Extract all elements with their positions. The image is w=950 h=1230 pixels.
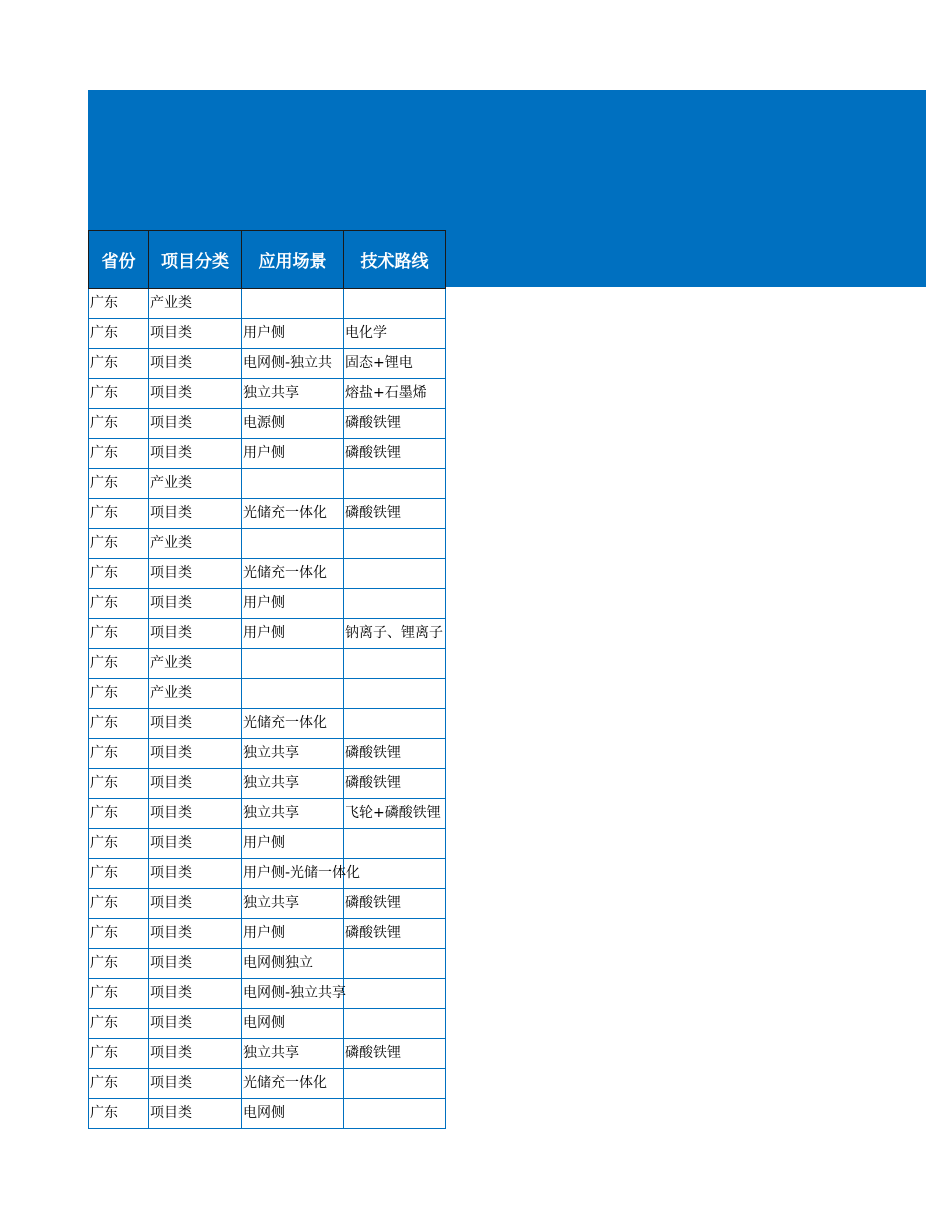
- cell-province-text: 广东: [90, 1045, 118, 1061]
- cell-tech-route[interactable]: [344, 469, 446, 499]
- cell-scenario-text: 用户侧: [243, 625, 285, 641]
- cell-scenario[interactable]: [242, 529, 344, 559]
- cell-province[interactable]: [89, 619, 149, 649]
- cell-province[interactable]: [89, 919, 149, 949]
- cell-category[interactable]: [149, 949, 242, 979]
- cell-scenario-text: 光储充一体化: [243, 715, 327, 731]
- cell-scenario[interactable]: [242, 349, 344, 379]
- cell-tech-route[interactable]: [344, 349, 446, 379]
- table-row: [89, 529, 446, 559]
- cell-tech-route[interactable]: [344, 739, 446, 769]
- cell-tech-route[interactable]: [344, 499, 446, 529]
- cell-category-text: 项目类: [150, 1105, 192, 1121]
- cell-category[interactable]: [149, 349, 242, 379]
- cell-category[interactable]: [149, 889, 242, 919]
- cell-scenario-text: 用户侧: [243, 325, 285, 341]
- cell-scenario-text: 电源侧: [243, 415, 285, 431]
- table-row: [89, 1039, 446, 1069]
- cell-province[interactable]: [89, 829, 149, 859]
- cell-tech-route-text: 钠离子、锂离子: [345, 625, 443, 641]
- cell-tech-route[interactable]: [344, 829, 446, 859]
- cell-scenario[interactable]: [242, 1099, 344, 1129]
- cell-category[interactable]: [149, 1009, 242, 1039]
- cell-tech-route-text: 磷酸铁锂: [345, 925, 401, 941]
- table-row: [89, 859, 446, 889]
- data-table: [88, 230, 446, 1129]
- cell-category-text: 项目类: [150, 505, 192, 521]
- cell-scenario-text: 独立共享: [243, 775, 299, 791]
- cell-scenario[interactable]: [242, 679, 344, 709]
- cell-province[interactable]: [89, 769, 149, 799]
- cell-province-text: 广东: [90, 1075, 118, 1091]
- cell-province[interactable]: [89, 379, 149, 409]
- cell-scenario[interactable]: [242, 439, 344, 469]
- table-row: [89, 799, 446, 829]
- cell-category[interactable]: [149, 409, 242, 439]
- table-row: [89, 739, 446, 769]
- cell-tech-route[interactable]: [344, 529, 446, 559]
- cell-scenario[interactable]: [242, 889, 344, 919]
- cell-category[interactable]: [149, 679, 242, 709]
- cell-province[interactable]: [89, 1039, 149, 1069]
- cell-province-text: 广东: [90, 625, 118, 641]
- cell-scenario[interactable]: [242, 979, 347, 1009]
- cell-tech-route[interactable]: [344, 709, 446, 739]
- cell-tech-route-text: 固态+锂电: [345, 355, 413, 371]
- cell-category[interactable]: [149, 439, 242, 469]
- header-row: [89, 231, 446, 289]
- cell-category[interactable]: [149, 499, 242, 529]
- cell-scenario-text: 光储充一体化: [243, 1075, 327, 1091]
- cell-scenario[interactable]: [242, 409, 344, 439]
- cell-province[interactable]: [89, 409, 149, 439]
- cell-province[interactable]: [89, 439, 149, 469]
- cell-tech-route[interactable]: [344, 439, 446, 469]
- cell-tech-route-text: 磷酸铁锂: [345, 895, 401, 911]
- cell-tech-route[interactable]: [344, 979, 446, 1009]
- cell-province[interactable]: [89, 709, 149, 739]
- cell-scenario-text: 电网侧-独立共: [243, 355, 333, 371]
- table-row: [89, 439, 446, 469]
- cell-scenario[interactable]: [242, 1039, 344, 1069]
- cell-scenario-text: 光储充一体化: [243, 565, 327, 581]
- cell-province[interactable]: [89, 859, 149, 889]
- cell-province[interactable]: [89, 649, 149, 679]
- cell-category[interactable]: [149, 979, 242, 1009]
- cell-category-text: 项目类: [150, 625, 192, 641]
- cell-category[interactable]: [149, 1099, 242, 1129]
- cell-category-text: 项目类: [150, 985, 192, 1001]
- cell-province-text: 广东: [90, 595, 118, 611]
- table-row: [89, 349, 446, 379]
- table-row: [89, 499, 446, 529]
- table-row: [89, 319, 446, 349]
- cell-category[interactable]: [149, 529, 242, 559]
- cell-province-text: 广东: [90, 745, 118, 761]
- cell-scenario[interactable]: [242, 1009, 344, 1039]
- cell-scenario-text: 独立共享: [243, 1045, 299, 1061]
- cell-category-text: 项目类: [150, 895, 192, 911]
- cell-tech-route[interactable]: [344, 289, 446, 319]
- cell-category-text: 产业类: [150, 535, 192, 551]
- cell-scenario-text: 用户侧: [243, 925, 285, 941]
- cell-province-text: 广东: [90, 835, 118, 851]
- cell-scenario[interactable]: [242, 379, 344, 409]
- cell-tech-route[interactable]: [344, 319, 446, 349]
- cell-scenario[interactable]: [242, 559, 344, 589]
- table-row: [89, 289, 446, 319]
- cell-province-text: 广东: [90, 655, 118, 671]
- cell-province[interactable]: [89, 679, 149, 709]
- cell-category[interactable]: [149, 559, 242, 589]
- cell-scenario-text: 独立共享: [243, 805, 299, 821]
- table-row: [89, 649, 446, 679]
- column-header-province[interactable]: 省份: [89, 231, 149, 289]
- cell-category-text: 项目类: [150, 1015, 192, 1031]
- table-row: [89, 1009, 446, 1039]
- cell-category[interactable]: [149, 379, 242, 409]
- cell-tech-route-text: 磷酸铁锂: [345, 1045, 401, 1061]
- cell-category[interactable]: [149, 619, 242, 649]
- cell-category-text: 项目类: [150, 925, 192, 941]
- cell-scenario-text: 用户侧: [243, 595, 285, 611]
- cell-province[interactable]: [89, 469, 149, 499]
- cell-province-text: 广东: [90, 295, 118, 311]
- cell-tech-route-text: 磷酸铁锂: [345, 775, 401, 791]
- cell-category-text: 项目类: [150, 715, 192, 731]
- cell-category[interactable]: [149, 1039, 242, 1069]
- cell-province-text: 广东: [90, 1015, 118, 1031]
- cell-category[interactable]: [149, 799, 242, 829]
- cell-province-text: 广东: [90, 505, 118, 521]
- cell-province-text: 广东: [90, 895, 118, 911]
- cell-province-text: 广东: [90, 385, 118, 401]
- cell-scenario[interactable]: [242, 829, 344, 859]
- cell-tech-route[interactable]: [344, 949, 446, 979]
- cell-scenario[interactable]: [242, 649, 344, 679]
- cell-province[interactable]: [89, 949, 149, 979]
- cell-province-text: 广东: [90, 325, 118, 341]
- cell-scenario[interactable]: [242, 289, 344, 319]
- cell-category-text: 项目类: [150, 1075, 192, 1091]
- cell-province-text: 广东: [90, 775, 118, 791]
- cell-category-text: 产业类: [150, 685, 192, 701]
- cell-province[interactable]: [89, 559, 149, 589]
- table-row: [89, 469, 446, 499]
- cell-tech-route[interactable]: [344, 1009, 446, 1039]
- table-row: [89, 559, 446, 589]
- cell-scenario-text: 电网侧: [243, 1015, 285, 1031]
- cell-scenario-text: 电网侧独立: [243, 955, 313, 971]
- cell-category-text: 项目类: [150, 595, 192, 611]
- cell-category[interactable]: [149, 739, 242, 769]
- cell-category-text: 产业类: [150, 295, 192, 311]
- cell-scenario[interactable]: [242, 799, 344, 829]
- cell-scenario[interactable]: [242, 469, 344, 499]
- cell-category[interactable]: [149, 859, 242, 889]
- cell-province-text: 广东: [90, 865, 118, 881]
- table-row: [89, 919, 446, 949]
- cell-scenario[interactable]: [242, 859, 361, 889]
- cell-province[interactable]: [89, 979, 149, 1009]
- cell-province[interactable]: [89, 1069, 149, 1099]
- column-header-scenario[interactable]: 应用场景: [242, 231, 344, 289]
- cell-scenario[interactable]: [242, 769, 344, 799]
- cell-category[interactable]: [149, 829, 242, 859]
- cell-category-text: 项目类: [150, 805, 192, 821]
- cell-scenario[interactable]: [242, 499, 344, 529]
- cell-province-text: 广东: [90, 685, 118, 701]
- cell-category[interactable]: [149, 649, 242, 679]
- cell-province-text: 广东: [90, 925, 118, 941]
- cell-tech-route[interactable]: [344, 649, 446, 679]
- cell-province-text: 广东: [90, 475, 118, 491]
- cell-scenario-text: 用户侧: [243, 835, 285, 851]
- cell-category[interactable]: [149, 1069, 242, 1099]
- cell-province[interactable]: [89, 589, 149, 619]
- cell-province[interactable]: [89, 739, 149, 769]
- cell-tech-route-text: 磷酸铁锂: [345, 445, 401, 461]
- cell-province[interactable]: [89, 529, 149, 559]
- cell-tech-route[interactable]: [344, 679, 446, 709]
- cell-scenario-text: 用户侧-光储一体化: [243, 865, 361, 881]
- column-header-tech-route[interactable]: 技术路线: [344, 231, 446, 289]
- cell-province-text: 广东: [90, 985, 118, 1001]
- cell-category-text: 项目类: [150, 415, 192, 431]
- cell-tech-route[interactable]: [344, 589, 446, 619]
- cell-tech-route-text: 磷酸铁锂: [345, 415, 401, 431]
- cell-tech-route[interactable]: [344, 769, 446, 799]
- cell-tech-route[interactable]: [344, 1069, 446, 1099]
- cell-category[interactable]: [149, 919, 242, 949]
- cell-scenario[interactable]: [242, 949, 344, 979]
- cell-scenario[interactable]: [242, 739, 344, 769]
- column-header-category[interactable]: 项目分类: [149, 231, 242, 289]
- cell-category-text: 项目类: [150, 1045, 192, 1061]
- cell-tech-route[interactable]: [344, 619, 446, 649]
- cell-category[interactable]: [149, 769, 242, 799]
- cell-category-text: 项目类: [150, 355, 192, 371]
- cell-scenario-text: 独立共享: [243, 385, 299, 401]
- cell-province-text: 广东: [90, 715, 118, 731]
- cell-scenario[interactable]: [242, 619, 344, 649]
- cell-province-text: 广东: [90, 955, 118, 971]
- cell-tech-route[interactable]: [344, 799, 446, 829]
- cell-province[interactable]: [89, 319, 149, 349]
- table-row: [89, 829, 446, 859]
- cell-scenario[interactable]: [242, 1069, 344, 1099]
- cell-scenario-text: 独立共享: [243, 745, 299, 761]
- cell-tech-route-text: 磷酸铁锂: [345, 745, 401, 761]
- cell-scenario-text: 用户侧: [243, 445, 285, 461]
- cell-scenario[interactable]: [242, 319, 344, 349]
- cell-province[interactable]: [89, 1009, 149, 1039]
- cell-province-text: 广东: [90, 535, 118, 551]
- cell-tech-route[interactable]: [344, 409, 446, 439]
- cell-category-text: 项目类: [150, 835, 192, 851]
- cell-scenario-text: 电网侧: [243, 1105, 285, 1121]
- table-row: [89, 589, 446, 619]
- cell-tech-route[interactable]: [344, 919, 446, 949]
- cell-category-text: 项目类: [150, 865, 192, 881]
- cell-province-text: 广东: [90, 355, 118, 371]
- cell-province[interactable]: [89, 1099, 149, 1129]
- cell-scenario-text: 独立共享: [243, 895, 299, 911]
- cell-tech-route-text: 电化学: [345, 325, 387, 341]
- cell-category-text: 项目类: [150, 385, 192, 401]
- cell-province[interactable]: [89, 799, 149, 829]
- cell-province-text: 广东: [90, 565, 118, 581]
- cell-category-text: 项目类: [150, 775, 192, 791]
- cell-tech-route[interactable]: [344, 889, 446, 919]
- table-row: [89, 949, 446, 979]
- cell-category-text: 项目类: [150, 565, 192, 581]
- table-row: [89, 769, 446, 799]
- cell-category[interactable]: [149, 709, 242, 739]
- table-body: [89, 289, 446, 1129]
- cell-province-text: 广东: [90, 445, 118, 461]
- cell-category[interactable]: [149, 319, 242, 349]
- cell-tech-route-text: 磷酸铁锂: [345, 505, 401, 521]
- cell-tech-route-text: 熔盐+石墨烯: [345, 385, 427, 401]
- cell-province[interactable]: [89, 289, 149, 319]
- cell-province-text: 广东: [90, 805, 118, 821]
- table-row: [89, 979, 446, 1009]
- cell-province[interactable]: [89, 349, 149, 379]
- cell-category-text: 产业类: [150, 475, 192, 491]
- table-row: [89, 889, 446, 919]
- cell-category-text: 项目类: [150, 445, 192, 461]
- cell-province-text: 广东: [90, 1105, 118, 1121]
- table-row: [89, 709, 446, 739]
- cell-category[interactable]: [149, 289, 242, 319]
- cell-tech-route[interactable]: [344, 379, 446, 409]
- table-row: [89, 1099, 446, 1129]
- cell-category-text: 产业类: [150, 655, 192, 671]
- cell-scenario[interactable]: [242, 919, 344, 949]
- cell-province-text: 广东: [90, 415, 118, 431]
- cell-category[interactable]: [149, 589, 242, 619]
- cell-tech-route[interactable]: [344, 1039, 446, 1069]
- table-row: [89, 1069, 446, 1099]
- table-row: [89, 679, 446, 709]
- table-row: [89, 379, 446, 409]
- table-row: [89, 619, 446, 649]
- cell-scenario[interactable]: [242, 709, 344, 739]
- cell-province[interactable]: [89, 499, 149, 529]
- cell-category[interactable]: [149, 469, 242, 499]
- table-row: [89, 409, 446, 439]
- cell-category-text: 项目类: [150, 955, 192, 971]
- cell-scenario-text: 光储充一体化: [243, 505, 327, 521]
- cell-tech-route[interactable]: [344, 559, 446, 589]
- cell-scenario[interactable]: [242, 589, 344, 619]
- cell-tech-route[interactable]: [344, 1099, 446, 1129]
- cell-scenario-text: 电网侧-独立共享: [243, 985, 347, 1001]
- cell-category-text: 项目类: [150, 745, 192, 761]
- cell-tech-route-text: 飞轮+磷酸铁锂: [345, 805, 441, 821]
- cell-category-text: 项目类: [150, 325, 192, 341]
- cell-province[interactable]: [89, 889, 149, 919]
